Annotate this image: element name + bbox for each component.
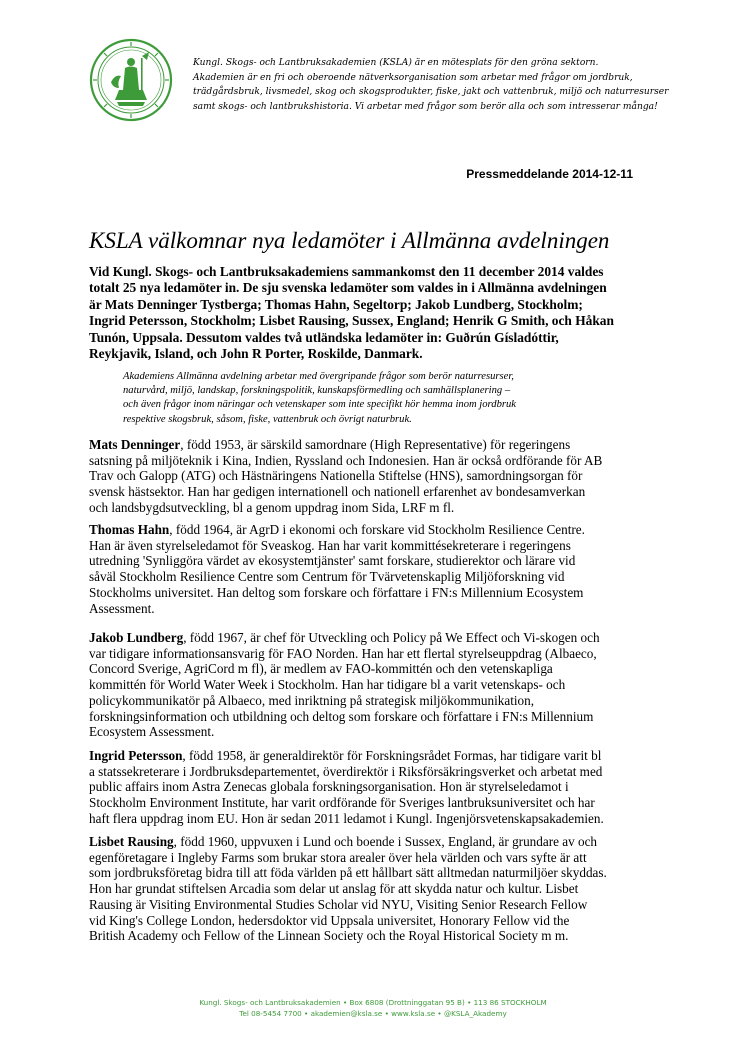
bio-line: , född 1964, är AgrD i ekonomi och forskare vid Stockholm Resilience Centre. bbox=[169, 522, 585, 537]
lead-paragraph bbox=[89, 264, 649, 362]
bio-line: , född 1958, är generaldirektör för Forskningsrådet Formas, har tidigare varit bl bbox=[182, 748, 602, 763]
intro-line: trädgårdsbruk, livsmedel, skog och skogsprodukter, fiske, jakt och vattenbruk, miljö och naturresurser bbox=[193, 87, 669, 98]
bio-line: Assessment. bbox=[89, 600, 155, 616]
bio-line: Han är även styrelseledamot för Sveaskog. Han har varit kommittésekreterare i regeringens bbox=[89, 537, 571, 553]
lead-line: Reykjavik, Island, och John R Porter, Roskilde, Danmark. bbox=[89, 346, 423, 362]
footer-contact bbox=[0, 997, 746, 1019]
bio-line: policykommunikatör på Albaeco, med inriktning på strategisk miljökommunikation, bbox=[89, 692, 535, 708]
bio-line: som jordbruksföretag bidra till att föda världen på ett hållbart sätt alltmedan naturmiljöer skyddas. bbox=[89, 865, 607, 881]
intro-line: samt skogs- och lantbrukshistoria. Vi arbetar med frågor som berör alla och som intresserar många! bbox=[193, 101, 658, 112]
bio-line: Trav och Galopp (ATG) och Hästnäringens Nationella Stiftelse (HNS), samordningsorgan för bbox=[89, 468, 583, 484]
lead-line: är Mats Denninger Tystberga; Thomas Hahn, Segeltorp; Jakob Lundberg, Stockholm; bbox=[89, 296, 583, 312]
bio-line: Concord Sverige, AgriCord m fl), är medlem av FAO-kommittén och den vetenskapliga bbox=[89, 661, 553, 677]
bio-line: satsning på miljöteknik i Kina, Indien, Ryssland och Indonesien. Han är också ordförande för AB bbox=[89, 452, 603, 468]
bio-line: vid King's College London, hedersdoktor vid Uppsala universitet, Honorary Fellow vid the bbox=[89, 912, 570, 928]
bio-line: , född 1960, uppvuxen i Lund och boende i Sussex, England, är grundare av och bbox=[173, 834, 598, 849]
bio-line: public affairs inom Astra Zenecas globala forskningsorganisation. Hon är styrelseledamot i bbox=[89, 779, 569, 795]
page-title: KSLA välkomnar nya ledamöter i Allmänna avdelningen bbox=[89, 228, 610, 253]
ksla-seal-logo-icon bbox=[89, 38, 173, 122]
bio-thomas-hahn bbox=[89, 522, 659, 616]
bio-jakob-lundberg bbox=[89, 630, 659, 740]
press-release-date: Pressmeddelande 2014-12-11 bbox=[466, 167, 633, 181]
intro-line: Kungl. Skogs- och Lantbruksakademien (KSLA) är en mötesplats för den gröna sektorn. bbox=[193, 58, 599, 68]
lead-line: Ingrid Petersson, Stockholm; Lisbet Rausing, Sussex, England; Henrik G Smith, och Håkan bbox=[89, 313, 614, 329]
bio-name: Lisbet Rausing bbox=[89, 834, 174, 849]
bio-line: , född 1953, är särskild samordnare (High Representative) för regeringens bbox=[180, 437, 571, 452]
bio-line: , född 1967, är chef för Utveckling och Policy på We Effect och Vi-skogen och bbox=[183, 630, 600, 645]
lead-line: Tunón, Uppsala. Dessutom valdes två utländska ledamöter in: Guðrún Gísladóttir, bbox=[89, 329, 559, 345]
bio-line: såväl Stockholm Resilience Centre som Centrum för Tvärvetenskaplig Miljöforskning vid bbox=[89, 569, 565, 585]
bio-line: och landsbygdsutveckling, bl a genom uppdrag inom Sida, LRF m fl. bbox=[89, 499, 455, 515]
bio-line: Ecosystem Assessment. bbox=[89, 724, 215, 740]
department-description bbox=[123, 370, 643, 427]
footer-contact-details: Tel 08-5454 7700 • akademien@ksla.se • www.ksla.se • @KSLA_Akademy bbox=[239, 1009, 507, 1018]
description-line: Akademiens Allmänna avdelning arbetar med övergripande frågor som berör naturresurser, bbox=[123, 371, 514, 382]
organization-intro bbox=[193, 56, 723, 114]
description-line: respektive skogsbruk, såsom, fiske, vattenbruk och övrigt naturbruk. bbox=[123, 413, 412, 425]
intro-line: Akademien är en fri och oberoende nätverksorganisation som arbetar med frågor om jordbruk, bbox=[193, 72, 633, 83]
bio-line: a statssekreterare i Jordbruksdepartementet, överdirektör i Riksförsäkringsverket och arbetat med bbox=[89, 763, 603, 779]
bio-ingrid-petersson bbox=[89, 748, 659, 827]
bio-line: haft flera uppdrag inom EU. Hon är sedan 2011 ledamot i Kungl. Ingenjörsvetenskapsakademien. bbox=[89, 810, 604, 826]
bio-line: Rausing är Visiting Environmental Studies Scholar vid NYU, Visiting Senior Research Fellow bbox=[89, 896, 588, 912]
bio-line: svensk hästsektor. Han har gedigen internationell och nationell erfarenhet av bondesamverkan bbox=[89, 484, 586, 500]
bio-mats-denninger bbox=[89, 437, 659, 516]
bio-name: Thomas Hahn bbox=[89, 522, 170, 537]
bio-line: British Academy och Fellow of the Linnean Society och the Royal Historical Society m m. bbox=[89, 928, 569, 944]
bio-line: Stockholms universitet. Han deltog som forskare och författare i FN:s Millennium Ecosystem bbox=[89, 584, 584, 600]
bio-line: utredning 'Synliggöra värdet av ekosystemtjänster' samt forskare, studierektor och lärare vid bbox=[89, 553, 576, 569]
bio-name: Jakob Lundberg bbox=[89, 630, 184, 645]
bio-name: Ingrid Petersson bbox=[89, 748, 183, 763]
footer-address: Kungl. Skogs- och Lantbruksakademien • Box 6808 (Drottninggatan 95 B) • 113 86 STOCKHOLM bbox=[199, 998, 547, 1007]
bio-line: egenföretagare i Ingleby Farms som brukar stora arealer över hela världen och vars syfte är att bbox=[89, 849, 587, 865]
bio-lisbet-rausing bbox=[89, 834, 659, 944]
bio-line: Hon har grundat stiftelsen Arcadia som delar ut anslag för att skydda natur och kultur. Lisbet bbox=[89, 881, 579, 897]
lead-line: totalt 25 nya ledamöter in. De sju svenska ledamöter som valdes in i Allmänna avdelningen bbox=[89, 280, 607, 296]
bio-line: var tidigare informationsansvarig för FAO Norden. Han har ett flertal styrelseuppdrag (Albaeco, bbox=[89, 645, 597, 661]
bio-line: Stockholm Environment Institute, har varit ordförande för Sveriges lantbruksuniversitet och har bbox=[89, 795, 595, 811]
bio-line: forskningsinformation och utbildning och deltog som forskare och författare i FN:s Millennium bbox=[89, 708, 594, 724]
bio-line: kommittén för World Water Week i Stockholm. Han har tidigare bl a varit vetenskaps- och bbox=[89, 677, 566, 693]
description-line: och även frågor inom näringar och vetenskaper som inte specifikt hör hemma inom jordbruk bbox=[123, 399, 516, 411]
description-line: naturvård, miljö, landskap, forskningspolitik, kunskapsförmedling och samhällsplanering – bbox=[123, 385, 511, 397]
bio-name: Mats Denninger bbox=[89, 437, 181, 452]
lead-line: Vid Kungl. Skogs- och Lantbruksakademiens sammankomst den 11 december 2014 valdes bbox=[89, 264, 604, 279]
